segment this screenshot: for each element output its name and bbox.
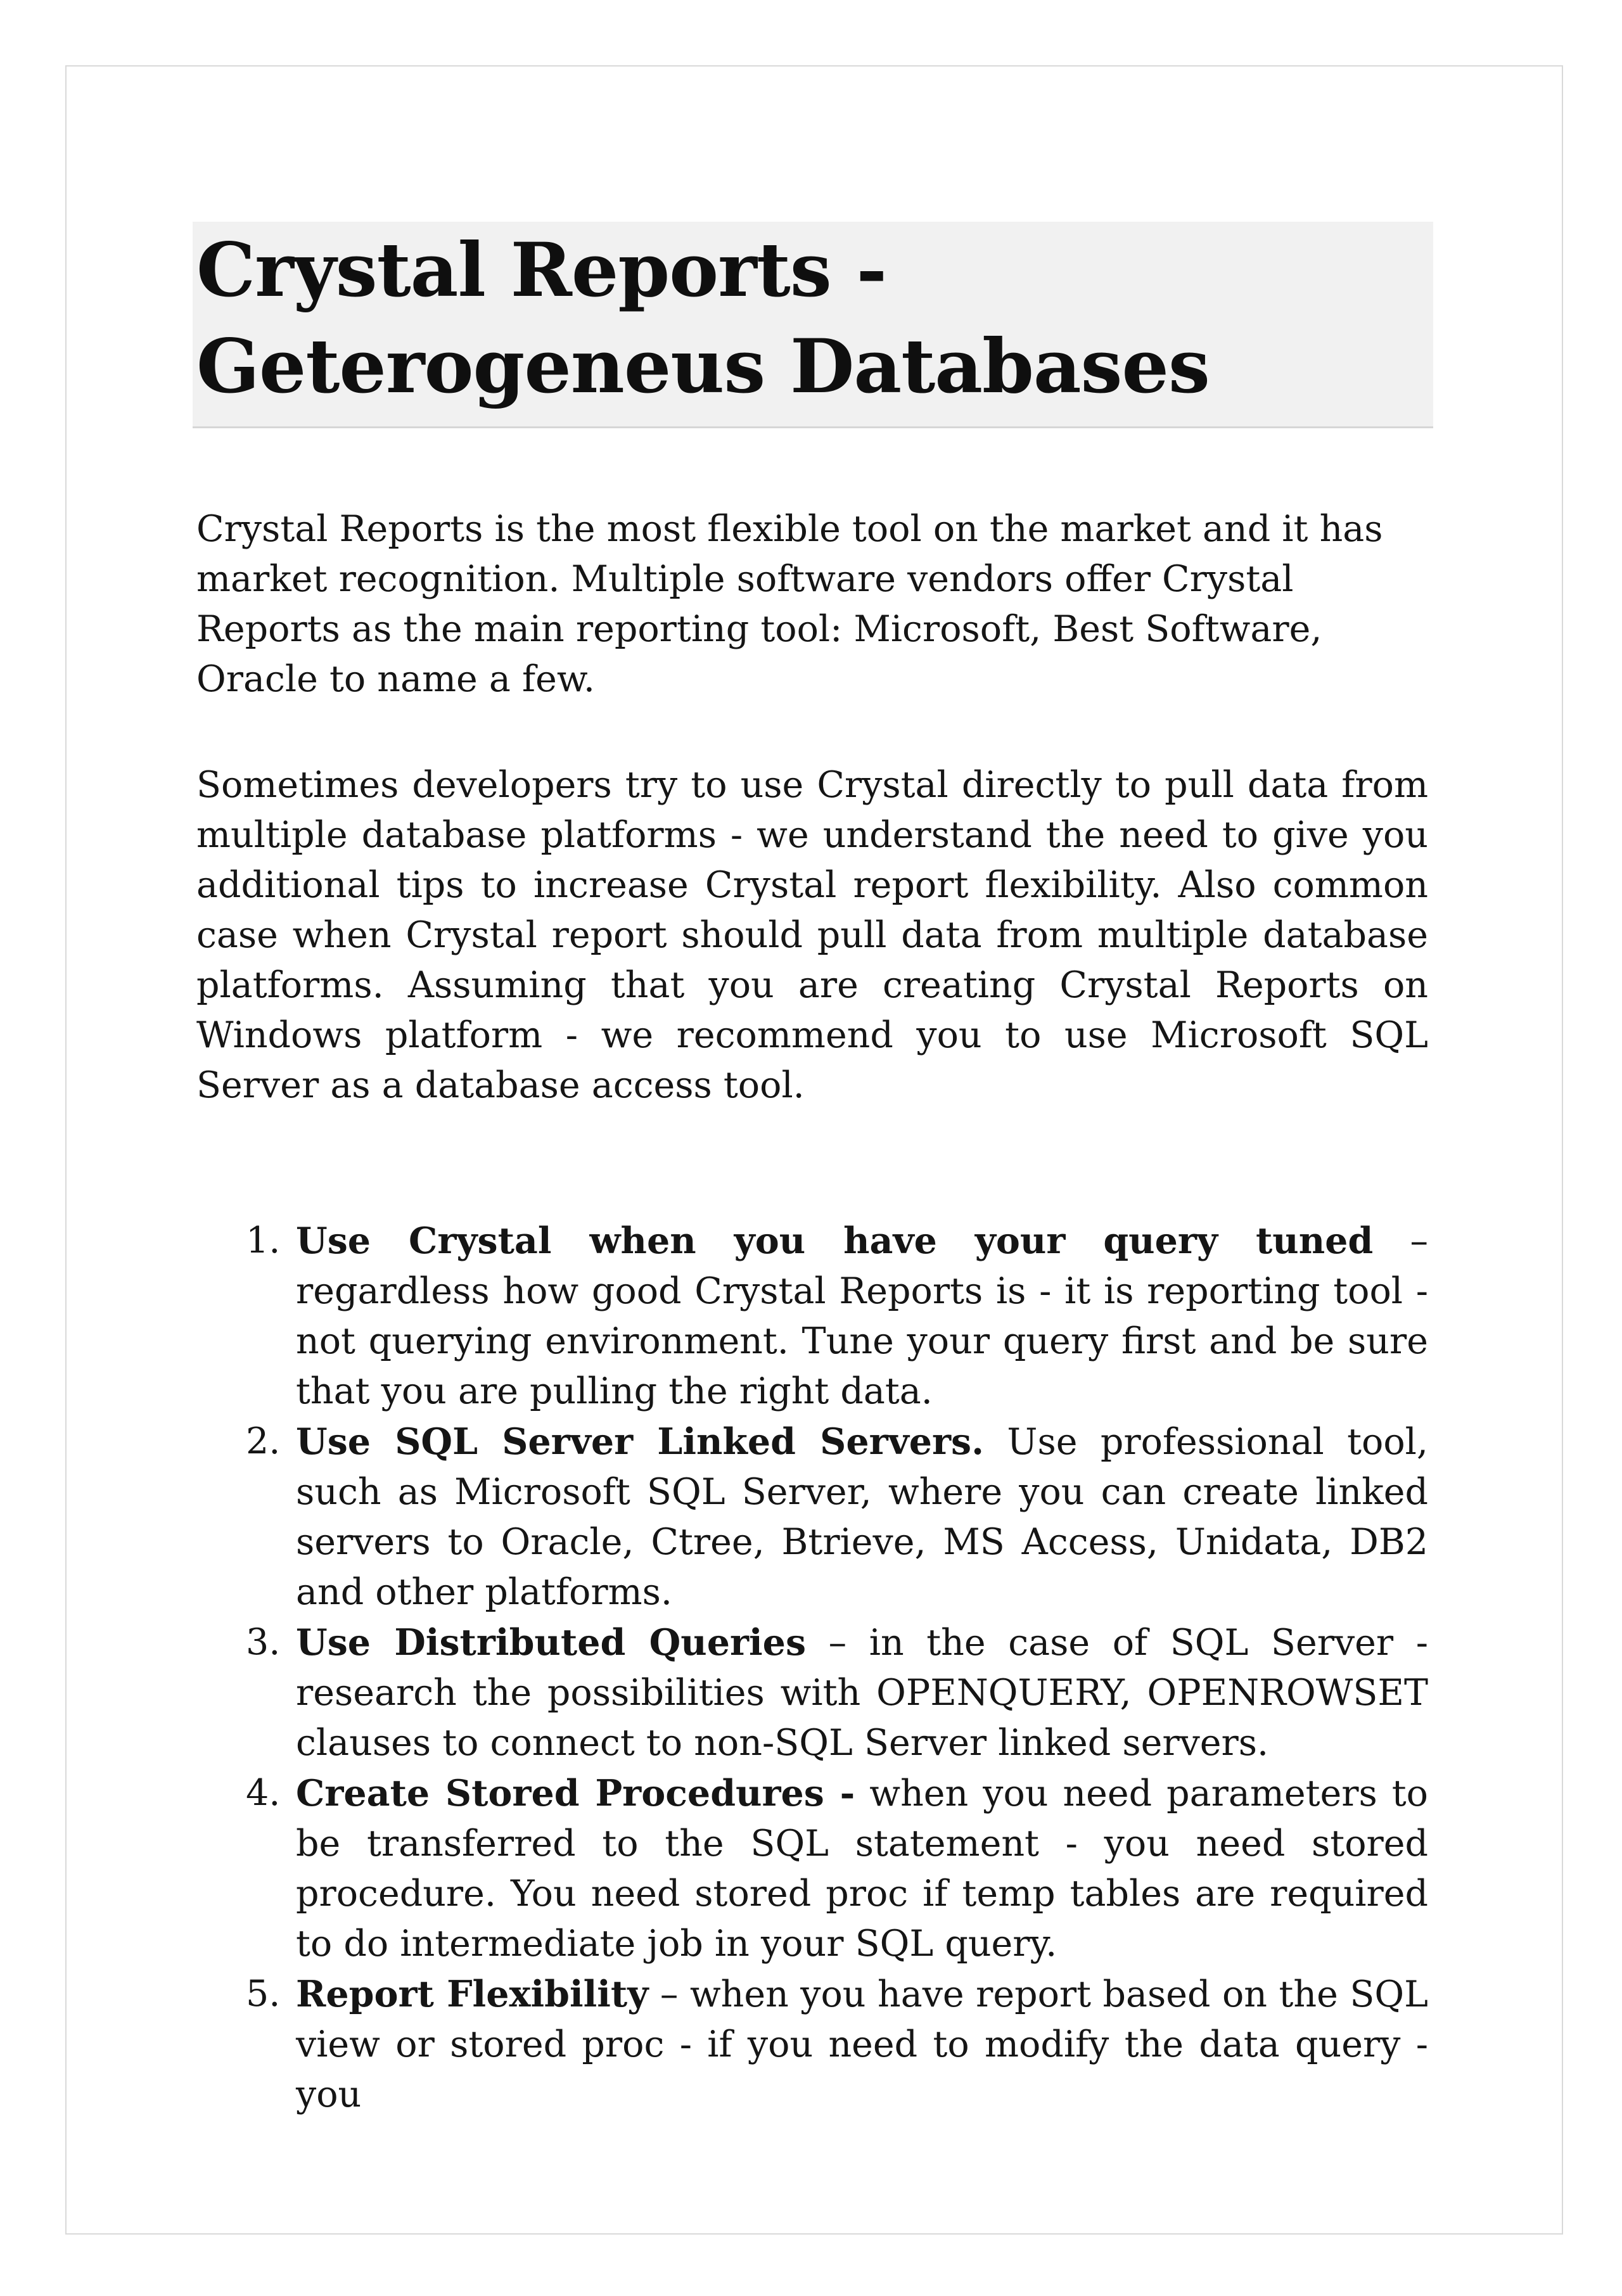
document-title: Crystal Reports - Geterogeneus Databases xyxy=(196,226,1210,410)
list-item-number: 5. xyxy=(246,1973,281,2015)
list-item-heading: Use Distributed Queries xyxy=(296,1621,807,1664)
list-item-heading: Use Crystal when you have your query tuned xyxy=(296,1220,1374,1262)
list-item-text: when you need parameters to be transferred to the SQL statement - you need stored procedure. You need stored proc if temp tables are required to do intermediate job in your SQL query. xyxy=(296,1773,1428,1965)
list-item-number: 1. xyxy=(246,1220,281,1261)
list-item-heading: Report Flexibility xyxy=(296,1973,649,2015)
list-item-number: 3. xyxy=(246,1621,281,1663)
tips-list xyxy=(196,1216,1428,2120)
list-item-number: 4. xyxy=(246,1772,281,1814)
body-paragraph: Sometimes developers try to use Crystal directly to pull data from multiple database platforms - we understand the need to give you additional tips to increase Crystal report flexibility. Also common case when Crystal report should pull data from multiple database platforms. Assuming that you are creating Crystal Reports on Windows platform - we recommend you to use Microsoft SQL Server as a database access tool. xyxy=(196,764,1428,1106)
list-item-text: – regardless how good Crystal Reports is - it is reporting tool - not querying environment. Tune your query first and be sure that you are pulling the right data. xyxy=(296,1220,1428,1412)
list-item xyxy=(196,1768,1428,1969)
list-item-text: – in the case of SQL Server - research the possibilities with OPENQUERY, OPENROWSET clauses to connect to non-SQL Server linked servers. xyxy=(296,1622,1428,1764)
list-item-heading: Use SQL Server Linked Servers. xyxy=(296,1420,984,1463)
list-item-heading: Create Stored Procedures - xyxy=(296,1772,855,1814)
intro-paragraph: Crystal Reports is the most flexible tool on the market and it has market recognition. Multiple software vendors offer Crystal Reports as the main reporting tool: Microsoft, Best Software, Oracle to name a few. xyxy=(196,508,1383,700)
title-banner xyxy=(193,222,1433,428)
list-item xyxy=(196,1617,1428,1768)
list-item-number: 2. xyxy=(246,1420,281,1462)
list-item xyxy=(196,1969,1428,2120)
list-item xyxy=(196,1417,1428,1617)
list-item-text: – when you have report based on the SQL view or stored proc - if you need to modify the data query - you xyxy=(296,1974,1428,2115)
list-item xyxy=(196,1216,1428,1417)
list-item-text: Use professional tool, such as Microsoft SQL Server, where you can create linked servers to Oracle, Ctree, Btrieve, MS Access, Unidata, DB2 and other platforms. xyxy=(296,1421,1429,1613)
